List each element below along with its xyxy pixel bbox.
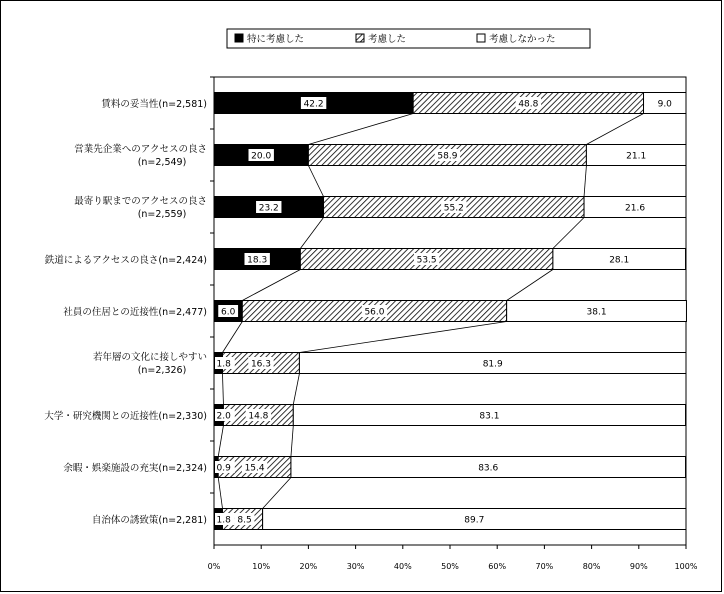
value-label: 1.8 xyxy=(216,515,231,526)
value-label: 28.1 xyxy=(609,255,630,266)
value-label: 6.0 xyxy=(220,307,236,318)
value-label: 21.1 xyxy=(626,151,647,162)
series-connector-line xyxy=(222,374,223,405)
category-label: (n=2,549) xyxy=(137,157,187,168)
value-label: 9.0 xyxy=(657,99,672,110)
value-label: 21.6 xyxy=(625,203,646,214)
value-label: 53.5 xyxy=(416,255,437,266)
x-tick-label: 20% xyxy=(299,562,318,571)
x-tick-label: 10% xyxy=(252,562,271,571)
value-label: 42.2 xyxy=(303,99,324,110)
x-tick-label: 70% xyxy=(535,562,554,571)
series-connector-line xyxy=(218,478,222,509)
value-label: 55.2 xyxy=(443,203,464,214)
value-label: 8.5 xyxy=(237,515,252,526)
series-connector-line xyxy=(242,270,300,301)
value-label: 14.8 xyxy=(248,411,269,422)
category-label: 大学・研究機関との近接性(n=2,330) xyxy=(44,411,207,422)
legend-swatch xyxy=(477,34,485,42)
series-connector-line xyxy=(291,426,293,457)
value-label: 83.6 xyxy=(478,463,499,474)
series-connector-line xyxy=(222,322,242,353)
plot-area xyxy=(44,77,697,571)
value-label: 2.0 xyxy=(216,411,231,422)
value-label: 1.8 xyxy=(216,359,231,370)
series-connector-line xyxy=(263,478,291,509)
category-label: (n=2,326) xyxy=(137,365,187,376)
series-connector-line xyxy=(584,166,586,197)
value-label: 16.3 xyxy=(250,359,271,370)
value-label: 89.7 xyxy=(464,515,485,526)
value-label: 18.3 xyxy=(247,255,268,266)
value-label: 20.0 xyxy=(251,151,272,162)
legend-label: 考慮しなかった xyxy=(489,34,556,45)
value-label: 0.9 xyxy=(216,463,231,474)
category-label: 自治体の誘致策(n=2,281) xyxy=(91,515,207,526)
category-label: 若年層の文化に接しやすい xyxy=(92,352,207,363)
x-tick-label: 100% xyxy=(674,562,698,571)
value-label: 81.9 xyxy=(482,359,503,370)
series-connector-line xyxy=(586,114,643,145)
legend-label: 特に考慮した xyxy=(247,34,305,45)
series-connector-line xyxy=(300,218,323,249)
x-tick-label: 50% xyxy=(441,562,459,571)
category-label: 最寄り駅までのアクセスの良さ xyxy=(74,196,207,207)
legend-swatch xyxy=(235,34,243,42)
category-label: 営業先企業へのアクセスの良さ xyxy=(74,144,207,155)
x-tick-label: 90% xyxy=(629,562,648,571)
x-tick-label: 0% xyxy=(207,562,221,571)
x-tick-label: 60% xyxy=(488,562,507,571)
x-tick-label: 30% xyxy=(346,562,365,571)
category-label: 余暇・娯楽施設の充実(n=2,324) xyxy=(63,463,207,474)
category-label: (n=2,559) xyxy=(137,209,187,220)
category-label: 社員の住居との近接性(n=2,477) xyxy=(63,307,207,318)
legend-label: 考慮した xyxy=(368,34,407,45)
category-label: 鉄道によるアクセスの良さ(n=2,424) xyxy=(44,255,207,266)
legend-swatch xyxy=(356,34,364,42)
series-connector-line xyxy=(293,374,299,405)
series-connector-line xyxy=(308,114,413,145)
value-label: 15.4 xyxy=(244,463,265,474)
x-tick-label: 40% xyxy=(393,562,412,571)
series-connector-line xyxy=(507,270,553,301)
value-label: 38.1 xyxy=(586,307,607,318)
series-connector-line xyxy=(299,322,506,353)
value-label: 48.8 xyxy=(518,99,539,110)
value-label: 56.0 xyxy=(364,307,385,318)
series-connector-line xyxy=(553,218,584,249)
value-label: 83.1 xyxy=(479,411,500,422)
legend xyxy=(227,29,590,48)
value-label: 58.9 xyxy=(437,151,458,162)
value-label: 23.2 xyxy=(258,203,279,214)
series-connector-line xyxy=(218,426,223,457)
category-label: 賃料の妥当性(n=2,581) xyxy=(101,99,207,110)
series-connector-line xyxy=(308,166,323,197)
x-tick-label: 80% xyxy=(582,562,601,571)
